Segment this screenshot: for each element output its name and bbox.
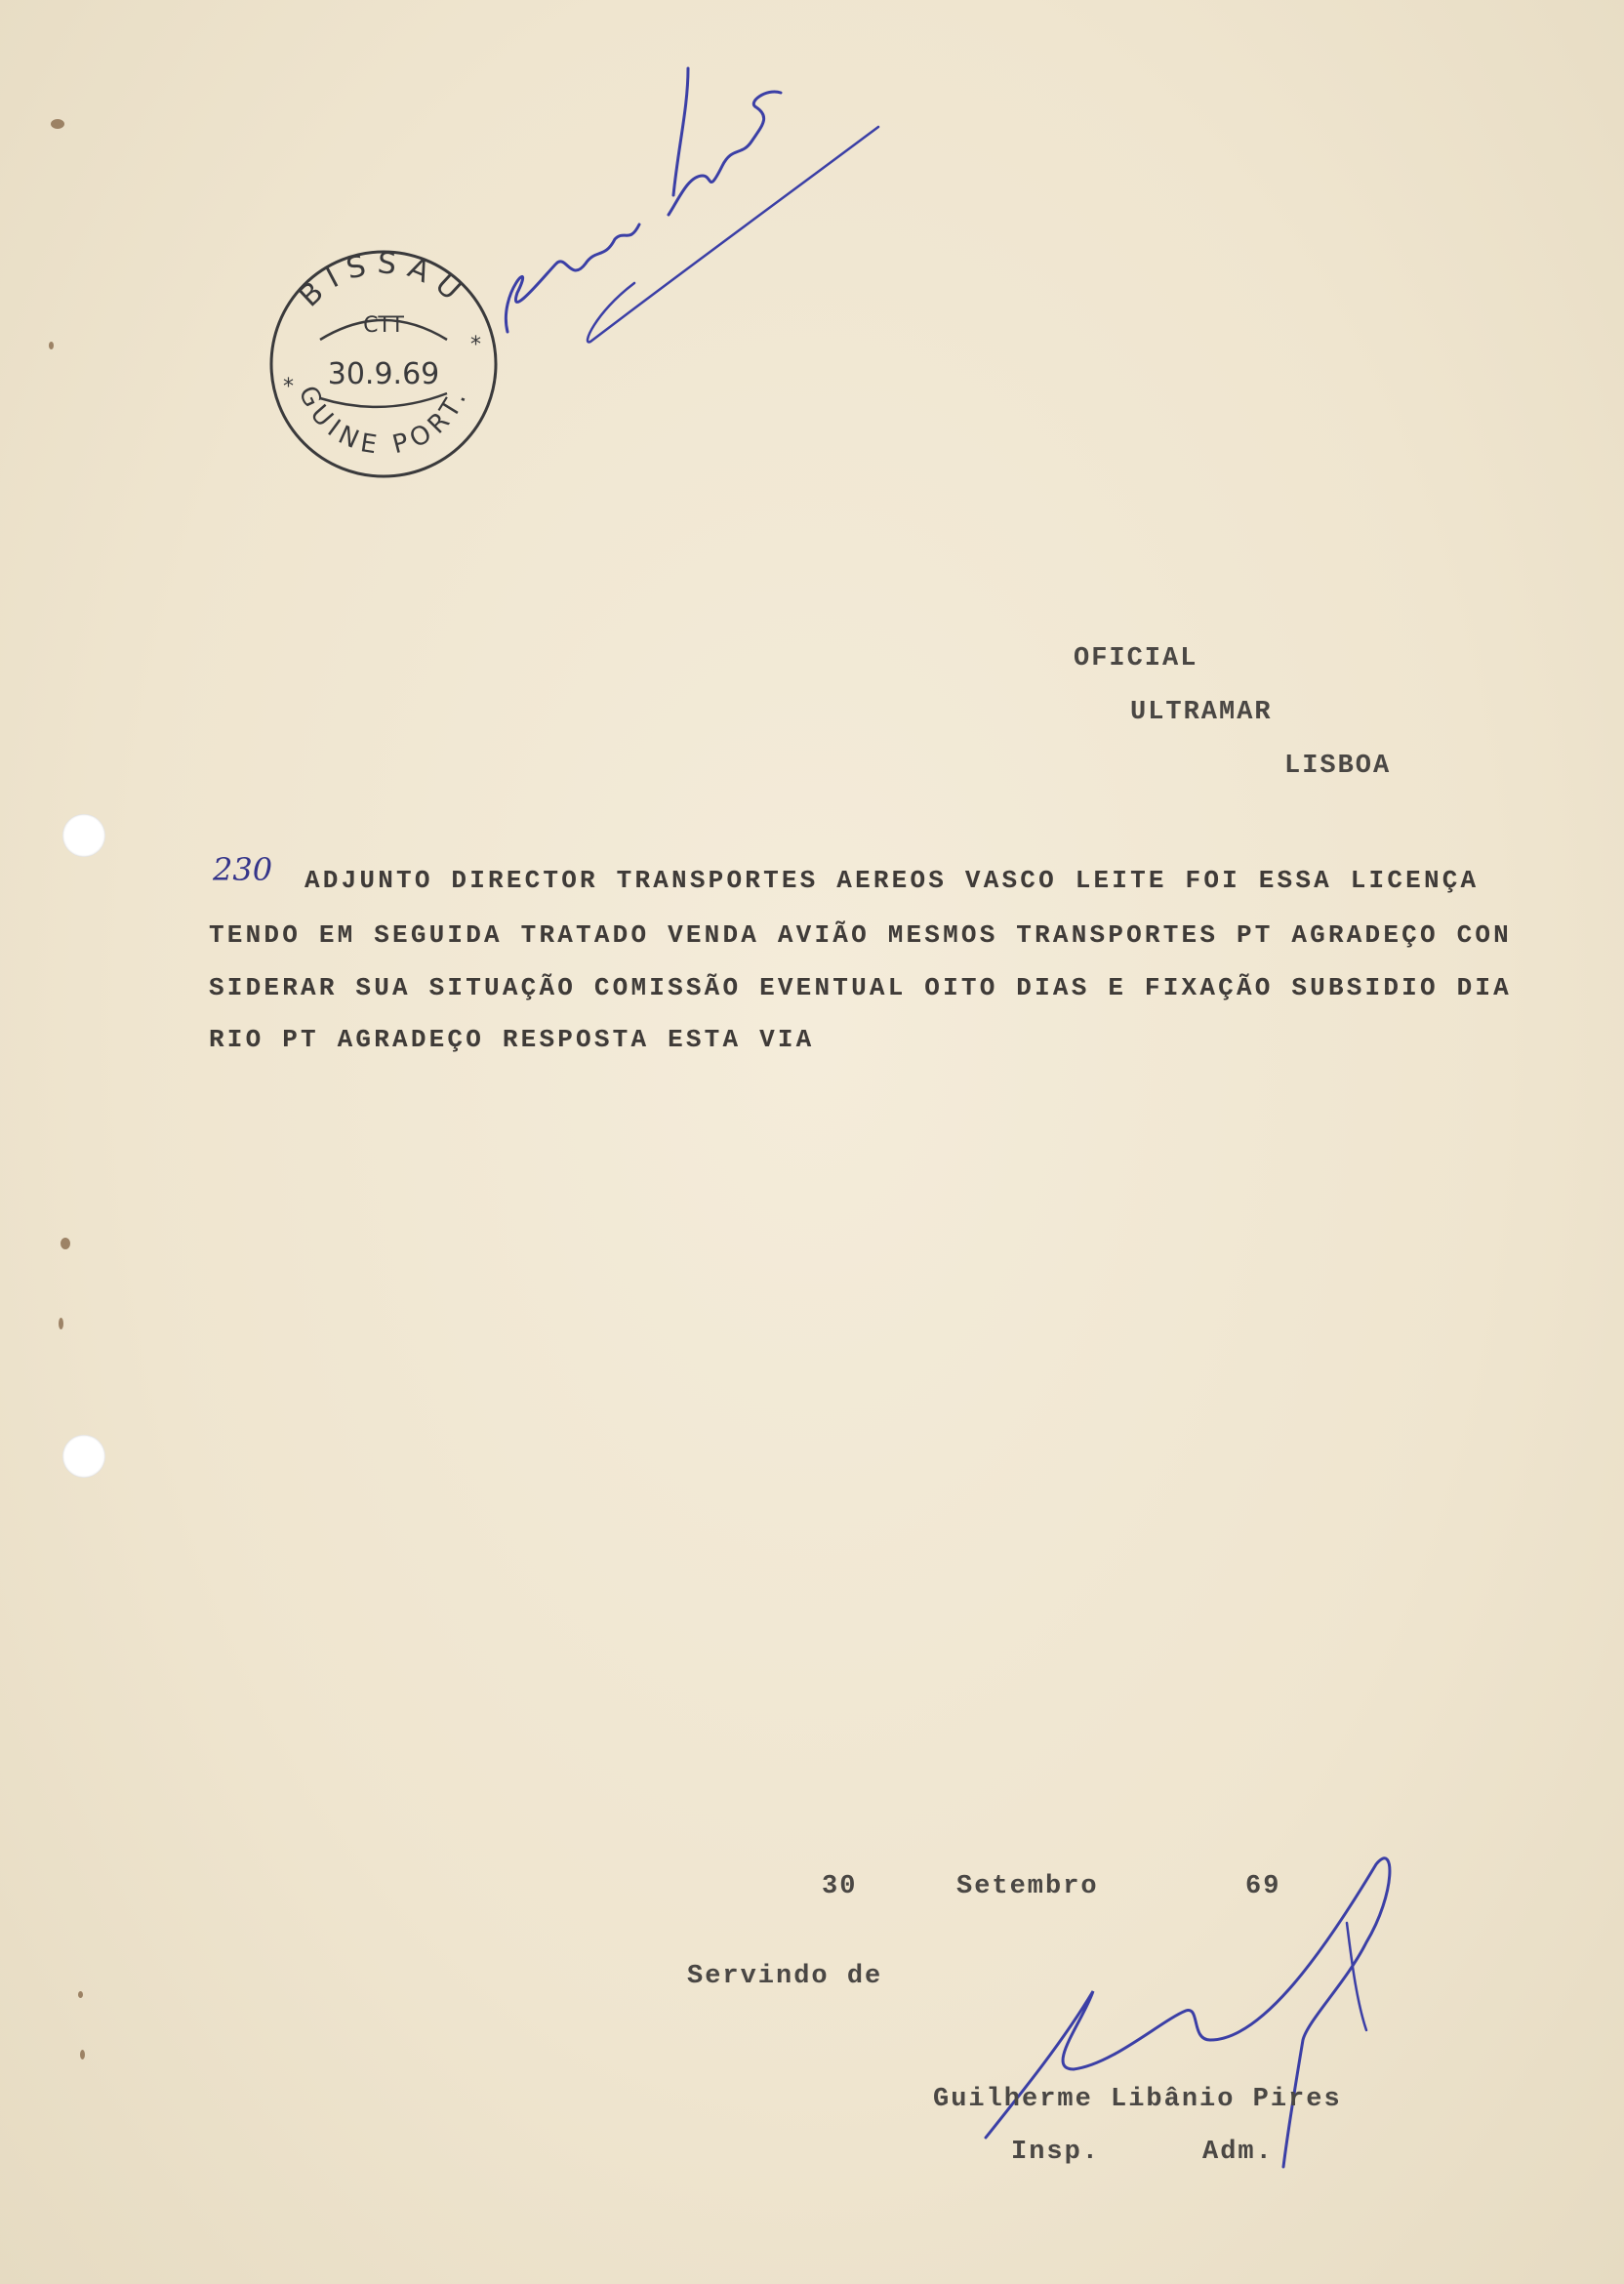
signatory-title-1: Insp. (1011, 2138, 1101, 2167)
stamp-bottom-text: GUINE PORT. (292, 381, 475, 462)
rust-spot (80, 2050, 85, 2060)
message-number: 230 (213, 851, 273, 888)
punch-hole-bottom (62, 1435, 105, 1478)
rust-spot (78, 1991, 83, 1998)
address-line-3: LISBOA (1284, 752, 1392, 781)
stamp-date: 30.9.69 (327, 357, 440, 391)
punch-hole-top (62, 814, 105, 857)
rust-spot (59, 1318, 63, 1329)
date-year: 69 (1245, 1872, 1281, 1901)
address-line-2: ULTRAMAR (1130, 698, 1273, 727)
address-line-1: OFICIAL (1074, 644, 1198, 673)
handwritten-annotation (478, 49, 908, 361)
message-line-3: SIDERAR SUA SITUAÇÃO COMISSÃO EVENTUAL OITO DIAS E FIXAÇÃO SUBSIDIO DIA (209, 973, 1512, 1002)
rust-spot (49, 342, 54, 349)
stamp-inner-text: CTT (363, 313, 404, 338)
message-line-1: ADJUNTO DIRECTOR TRANSPORTES AEREOS VASCO LEITE FOI ESSA LICENÇA (304, 866, 1480, 895)
stamp-star-left: * (283, 375, 294, 399)
date-month: Setembro (956, 1872, 1099, 1901)
rust-spot (61, 1238, 70, 1249)
message-line-2: TENDO EM SEGUIDA TRATADO VENDA AVIÃO MESMOS TRANSPORTES PT AGRADEÇO CON (209, 920, 1512, 950)
postal-stamp (262, 242, 506, 486)
rust-spot (51, 119, 64, 129)
closing-text: Servindo de (687, 1962, 883, 1991)
stamp-star-right: * (470, 333, 481, 357)
date-day: 30 (822, 1872, 858, 1901)
signatory-title-2: Adm. (1202, 2138, 1274, 2167)
signatory-name: Guilherme Libânio Pires (933, 2085, 1342, 2114)
message-line-4: RIO PT AGRADEÇO RESPOSTA ESTA VIA (209, 1025, 815, 1054)
stamp-top-text: BISSAU (292, 246, 475, 314)
